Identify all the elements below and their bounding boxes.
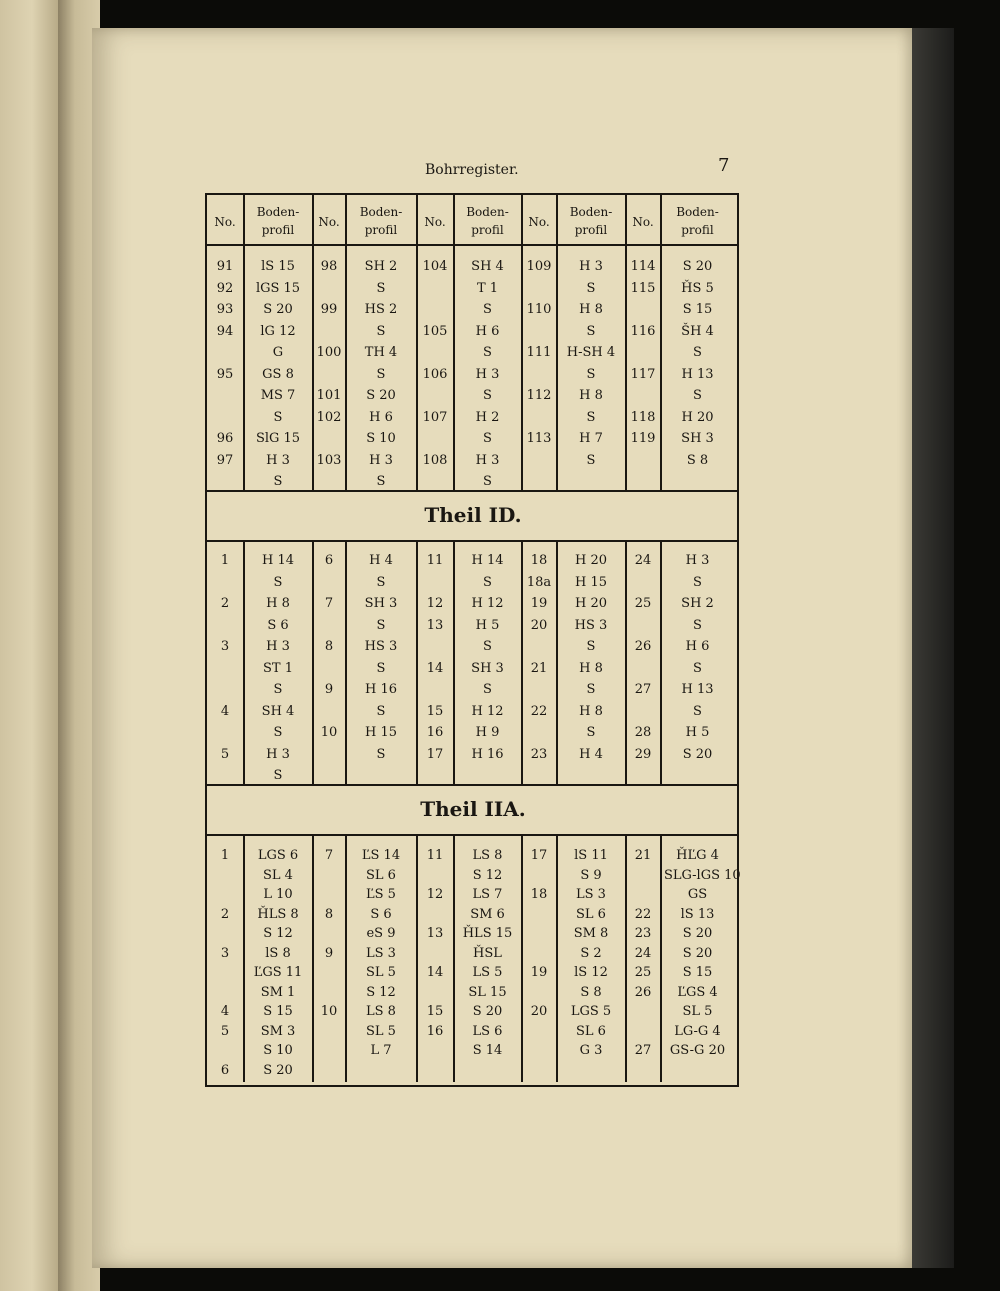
soil-profile: H 8	[266, 596, 290, 611]
soil-profile: S 20	[682, 926, 713, 941]
column-rule	[556, 244, 558, 490]
column-rule	[660, 834, 662, 1082]
soil-profile: SLG-lGS 10	[664, 867, 741, 883]
entry-number: 19	[530, 965, 548, 980]
entry-number: 20	[530, 617, 548, 633]
soil-profile: MS 7	[260, 388, 296, 403]
soil-profile: S	[483, 639, 492, 654]
soil-profile: S	[273, 474, 283, 489]
entry-number: 23	[530, 746, 548, 762]
soil-profile: LGS 5	[570, 1004, 612, 1019]
soil-profile: S 20	[366, 388, 396, 403]
col-header-no: No.	[318, 215, 340, 229]
entry-number: 18a	[526, 574, 552, 590]
soil-profile: lS 8	[265, 945, 291, 961]
soil-profile: H 8	[579, 388, 603, 403]
soil-profile: S	[376, 574, 386, 590]
soil-profile: S	[693, 703, 702, 719]
soil-profile: S	[483, 474, 492, 489]
soil-profile: S	[586, 452, 596, 468]
column-rule	[243, 834, 245, 1082]
column-rule	[243, 244, 245, 490]
soil-profile: S	[376, 703, 386, 719]
soil-profile: S 20	[472, 1004, 503, 1019]
section-title-IIA: Theil IIA.	[420, 797, 526, 821]
soil-profile: H 20	[681, 409, 714, 425]
soil-profile: H 8	[579, 660, 603, 676]
soil-profile: S	[693, 617, 702, 633]
entry-number: 17	[426, 746, 444, 762]
rule-1	[207, 490, 737, 492]
soil-profile: S	[376, 617, 386, 633]
entry-number: 1	[220, 553, 230, 568]
column-rule	[660, 244, 662, 490]
soil-profile: lG 12	[260, 323, 296, 339]
soil-profile: ȞSL	[473, 945, 502, 961]
soil-profile: SlG 15	[255, 431, 301, 446]
entry-number: 112	[526, 388, 552, 403]
entry-number: 27	[634, 1043, 652, 1058]
column-rule	[416, 195, 418, 244]
soil-profile: G	[272, 345, 284, 360]
soil-profile: S	[693, 388, 702, 403]
column-rule	[345, 244, 347, 490]
soil-profile: LS 5	[472, 965, 503, 980]
column-rule	[453, 540, 455, 784]
soil-profile: SL 6	[576, 1023, 606, 1039]
entry-number: 113	[526, 431, 552, 446]
col-header-profil: Boden- profil	[676, 205, 719, 237]
entry-number: 20	[530, 1004, 548, 1019]
entry-number: 107	[422, 409, 448, 425]
col-header-profil: Boden- profil	[569, 205, 613, 237]
soil-profile: H 6	[475, 323, 500, 339]
soil-profile: S	[273, 409, 283, 425]
soil-profile: H 3	[475, 452, 500, 468]
entry-number: 28	[634, 725, 652, 740]
soil-profile: S	[693, 660, 702, 676]
entry-number: 100	[316, 345, 342, 360]
soil-profile: S 8	[580, 984, 602, 1000]
entry-number: 108	[422, 452, 448, 468]
soil-profile: H 3	[369, 452, 393, 468]
entry-number: 24	[634, 553, 652, 568]
entry-number: 117	[630, 366, 656, 382]
soil-profile: H 7	[579, 431, 603, 446]
entry-number: 23	[634, 926, 652, 941]
column-rule	[660, 540, 662, 784]
soil-profile: H 8	[579, 703, 603, 719]
entry-number: 98	[320, 259, 338, 274]
soil-profile: H 3	[685, 553, 710, 568]
soil-profile: SH 3	[471, 660, 504, 676]
col-header-no: No.	[632, 215, 654, 229]
soil-profile: S	[273, 574, 283, 590]
soil-profile: lGS 15	[255, 280, 301, 296]
soil-profile: GS	[687, 887, 708, 902]
entry-number: 9	[324, 682, 334, 697]
soil-profile: LS 7	[472, 887, 503, 902]
soil-profile: SH 2	[681, 596, 714, 611]
entry-number: 22	[634, 906, 652, 922]
soil-profile: S 20	[263, 1062, 293, 1078]
soil-profile: LS 3	[366, 945, 396, 961]
soil-profile: H 5	[685, 725, 710, 740]
soil-profile: LS 8	[472, 848, 503, 863]
entry-number: 14	[426, 660, 444, 676]
entry-number: 115	[630, 280, 656, 296]
soil-profile: S	[586, 280, 596, 296]
soil-profile: S	[273, 682, 283, 697]
soil-profile: lS 13	[680, 906, 715, 922]
soil-profile: ĽGS 4	[677, 984, 718, 1000]
soil-profile: H 16	[364, 682, 397, 697]
entry-number: 4	[220, 703, 230, 719]
entry-number: 2	[220, 906, 230, 922]
soil-profile: H 14	[471, 553, 504, 568]
soil-profile: HS 2	[364, 302, 398, 317]
soil-profile: SH 3	[681, 431, 714, 446]
soil-profile: SM 1	[260, 984, 296, 1000]
entry-number: 95	[216, 366, 234, 382]
soil-profile: H 2	[475, 409, 500, 425]
soil-profile: H 4	[579, 746, 603, 762]
column-rule	[556, 540, 558, 784]
soil-profile: H 20	[574, 553, 607, 568]
soil-profile: H 3	[266, 452, 290, 468]
soil-profile: SH 4	[471, 259, 504, 274]
entry-number: 102	[316, 409, 342, 425]
soil-profile: S 20	[682, 259, 713, 274]
soil-profile: T 1	[476, 280, 499, 296]
header-rule	[207, 244, 737, 246]
soil-profile: S 12	[263, 926, 293, 941]
soil-profile: S	[376, 746, 386, 762]
soil-profile: S 20	[682, 746, 713, 762]
column-rule	[453, 834, 455, 1082]
soil-profile: ȞS 5	[681, 280, 714, 296]
soil-profile: SL 6	[366, 867, 396, 883]
soil-profile: S	[483, 388, 492, 403]
column-rule	[453, 244, 455, 490]
soil-profile: S 15	[682, 965, 713, 980]
entry-number: 27	[634, 682, 652, 697]
entry-number: 94	[216, 323, 234, 339]
column-rule	[521, 834, 523, 1082]
soil-profile: S	[586, 639, 596, 654]
soil-profile: TH 4	[364, 345, 398, 360]
soil-profile: S	[483, 682, 492, 697]
soil-profile: L 7	[370, 1043, 392, 1058]
entry-number: 2	[220, 596, 230, 611]
entry-number: 1	[220, 848, 230, 863]
soil-profile: GS-G 20	[669, 1043, 726, 1058]
soil-profile: LS 6	[472, 1023, 503, 1039]
entry-number: 29	[634, 746, 652, 762]
soil-profile: H 12	[471, 596, 504, 611]
entry-number: 26	[634, 984, 652, 1000]
soil-profile: H 8	[579, 302, 603, 317]
entry-number: 21	[634, 848, 652, 863]
soil-profile: lS 15	[261, 259, 295, 274]
column-rule	[312, 540, 314, 784]
column-rule	[345, 540, 347, 784]
soil-profile: ĽGS 11	[253, 965, 303, 980]
page-edge	[912, 28, 954, 1268]
soil-profile: S	[376, 474, 386, 489]
entry-number: 109	[526, 259, 552, 274]
soil-profile: H 9	[475, 725, 500, 740]
soil-profile: ĽS 5	[366, 887, 396, 902]
soil-profile: S	[586, 323, 596, 339]
soil-profile: LG-G 4	[674, 1023, 721, 1039]
col-header-no: No.	[528, 215, 550, 229]
soil-profile: ȞĽG 4	[676, 848, 719, 863]
rule-2	[207, 540, 737, 542]
soil-profile: GS 8	[262, 366, 294, 382]
soil-profile: S 8	[686, 452, 709, 468]
entry-number: 12	[426, 596, 444, 611]
soil-profile: S	[693, 345, 702, 360]
col-header-no: No.	[424, 215, 446, 229]
entry-number: 18	[530, 553, 548, 568]
col-header-profil: Boden- profil	[256, 205, 300, 237]
soil-profile: S 2	[580, 945, 602, 961]
entry-number: 114	[630, 259, 656, 274]
soil-profile: S	[483, 574, 492, 590]
entry-number: 25	[634, 596, 652, 611]
entry-number: 9	[324, 945, 334, 961]
entry-number: 6	[220, 1062, 230, 1078]
section-title-ID: Theil ID.	[424, 503, 522, 527]
column-rule	[521, 244, 523, 490]
soil-profile: H 15	[574, 574, 607, 590]
running-title: Bohrregister.	[425, 162, 519, 178]
entry-number: 11	[426, 848, 444, 863]
entry-number: 12	[426, 887, 444, 902]
soil-profile: H 3	[579, 259, 603, 274]
column-rule	[556, 195, 558, 244]
soil-profile: S 15	[682, 302, 713, 317]
entry-number: 16	[426, 725, 444, 740]
entry-number: 110	[526, 302, 552, 317]
soil-profile: HS 3	[364, 639, 398, 654]
soil-profile: S	[693, 574, 702, 590]
soil-profile: S 10	[263, 1043, 293, 1058]
soil-profile: S	[376, 366, 386, 382]
entry-number: 21	[530, 660, 548, 676]
soil-profile: S	[483, 431, 492, 446]
rule-3	[207, 784, 737, 786]
entry-number: 10	[320, 725, 338, 740]
soil-profile: S	[376, 660, 386, 676]
soil-profile: eS 9	[366, 926, 396, 941]
soil-profile: S	[376, 280, 386, 296]
soil-profile: SM 8	[573, 926, 609, 941]
entry-number: 24	[634, 945, 652, 961]
entry-number: 25	[634, 965, 652, 980]
soil-profile: H 6	[685, 639, 710, 654]
column-rule	[312, 195, 314, 244]
soil-profile: S	[273, 768, 283, 783]
entry-number: 15	[426, 1004, 444, 1019]
entry-number: 96	[216, 431, 234, 446]
entry-number: 93	[216, 302, 234, 317]
soil-profile: LS 8	[366, 1004, 396, 1019]
entry-number: 3	[220, 639, 230, 654]
entry-number: 8	[324, 639, 334, 654]
entry-number: 105	[422, 323, 448, 339]
soil-profile: H 13	[681, 366, 714, 382]
soil-profile: S 6	[370, 906, 392, 922]
column-rule	[556, 834, 558, 1082]
column-rule	[416, 834, 418, 1082]
soil-profile: ȞLS 15	[462, 926, 513, 941]
column-rule	[243, 540, 245, 784]
entry-number: 111	[526, 345, 552, 360]
soil-profile: SH 3	[364, 596, 398, 611]
soil-profile: SH 4	[261, 703, 295, 719]
soil-profile: S	[586, 366, 596, 382]
soil-profile: S	[273, 725, 283, 740]
page-number: 7	[718, 155, 730, 176]
entry-number: 8	[324, 906, 334, 922]
left-page-margin	[0, 0, 58, 1291]
col-header-profil: Boden- profil	[466, 205, 509, 237]
soil-profile: S 12	[472, 867, 503, 883]
entry-number: 13	[426, 926, 444, 941]
soil-profile: HS 3	[574, 617, 608, 633]
soil-profile: S	[376, 323, 386, 339]
soil-profile: G 3	[579, 1043, 603, 1058]
entry-number: 3	[220, 945, 230, 961]
entry-number: 19	[530, 596, 548, 611]
entry-number: 97	[216, 452, 234, 468]
column-rule	[625, 195, 627, 244]
column-rule	[345, 834, 347, 1082]
entry-number: 7	[324, 848, 334, 863]
column-rule	[453, 195, 455, 244]
soil-profile: H 12	[471, 703, 504, 719]
soil-profile: H 16	[471, 746, 504, 762]
entry-number: 4	[220, 1004, 230, 1019]
soil-profile: SL 5	[366, 965, 396, 980]
soil-profile: LGS 6	[257, 848, 299, 863]
soil-profile: S 6	[267, 617, 289, 633]
entry-number: 106	[422, 366, 448, 382]
soil-profile: SL 5	[366, 1023, 396, 1039]
soil-profile: S	[483, 302, 492, 317]
soil-profile: S	[483, 345, 492, 360]
soil-profile: ȞLS 8	[257, 906, 299, 922]
entry-number: 119	[630, 431, 656, 446]
col-header-profil: Boden- profil	[359, 205, 403, 237]
soil-profile: SL 6	[576, 906, 606, 922]
soil-profile: S 20	[682, 945, 713, 961]
soil-profile: H 3	[266, 746, 290, 762]
entry-number: 6	[324, 553, 334, 568]
column-rule	[521, 195, 523, 244]
soil-profile: SL 4	[263, 867, 293, 883]
entry-number: 14	[426, 965, 444, 980]
entry-number: 11	[426, 553, 444, 568]
soil-profile: S 9	[580, 867, 602, 883]
entry-number: 15	[426, 703, 444, 719]
column-rule	[345, 195, 347, 244]
soil-profile: lS 12	[574, 965, 608, 980]
soil-profile: H-SH 4	[566, 345, 616, 360]
entry-number: 5	[220, 746, 230, 762]
soil-profile: SL 15	[468, 984, 507, 1000]
soil-profile: H 15	[364, 725, 397, 740]
entry-number: 22	[530, 703, 548, 719]
entry-number: 5	[220, 1023, 230, 1039]
soil-profile: ĽS 14	[361, 848, 401, 863]
soil-profile: H 3	[475, 366, 500, 382]
entry-number: 116	[630, 323, 656, 339]
entry-number: 118	[630, 409, 656, 425]
soil-profile: H 20	[574, 596, 607, 611]
entry-number: 17	[530, 848, 548, 863]
soil-profile: S 15	[263, 1004, 293, 1019]
entry-number: 103	[316, 452, 342, 468]
soil-profile: S 14	[472, 1043, 503, 1058]
soil-profile: H 4	[369, 553, 393, 568]
soil-profile: H 6	[369, 409, 393, 425]
soil-profile: H 13	[681, 682, 714, 697]
entry-number: 91	[216, 259, 234, 274]
soil-profile: S 10	[366, 431, 396, 446]
entry-number: 101	[316, 388, 342, 403]
soil-profile: SH 2	[364, 259, 398, 274]
soil-profile: H 5	[475, 617, 500, 633]
entry-number: 7	[324, 596, 334, 611]
soil-profile: SL 5	[682, 1004, 713, 1019]
entry-number: 10	[320, 1004, 338, 1019]
column-rule	[243, 195, 245, 244]
soil-profile: H 3	[266, 639, 290, 654]
entry-number: 16	[426, 1023, 444, 1039]
column-rule	[660, 195, 662, 244]
soil-profile: lS 11	[574, 848, 608, 863]
soil-profile: ŠH 4	[681, 323, 714, 339]
rule-4	[207, 834, 737, 836]
soil-profile: LS 3	[576, 887, 606, 902]
soil-profile: S	[586, 725, 596, 740]
soil-profile: ST 1	[263, 660, 293, 676]
soil-profile: S	[586, 409, 596, 425]
soil-profile: SM 6	[470, 906, 505, 922]
soil-profile: S 12	[366, 984, 396, 1000]
entry-number: 26	[634, 639, 652, 654]
entry-number: 92	[216, 280, 234, 296]
entry-number: 99	[320, 302, 338, 317]
soil-profile: H 14	[261, 553, 294, 568]
entry-number: 18	[530, 887, 548, 902]
col-header-no: No.	[214, 215, 236, 229]
soil-profile: S 20	[263, 302, 293, 317]
entry-number: 104	[422, 259, 448, 274]
soil-profile: SM 3	[260, 1023, 296, 1039]
soil-profile: L 10	[263, 887, 293, 902]
soil-profile: S	[586, 682, 596, 697]
entry-number: 13	[426, 617, 444, 633]
